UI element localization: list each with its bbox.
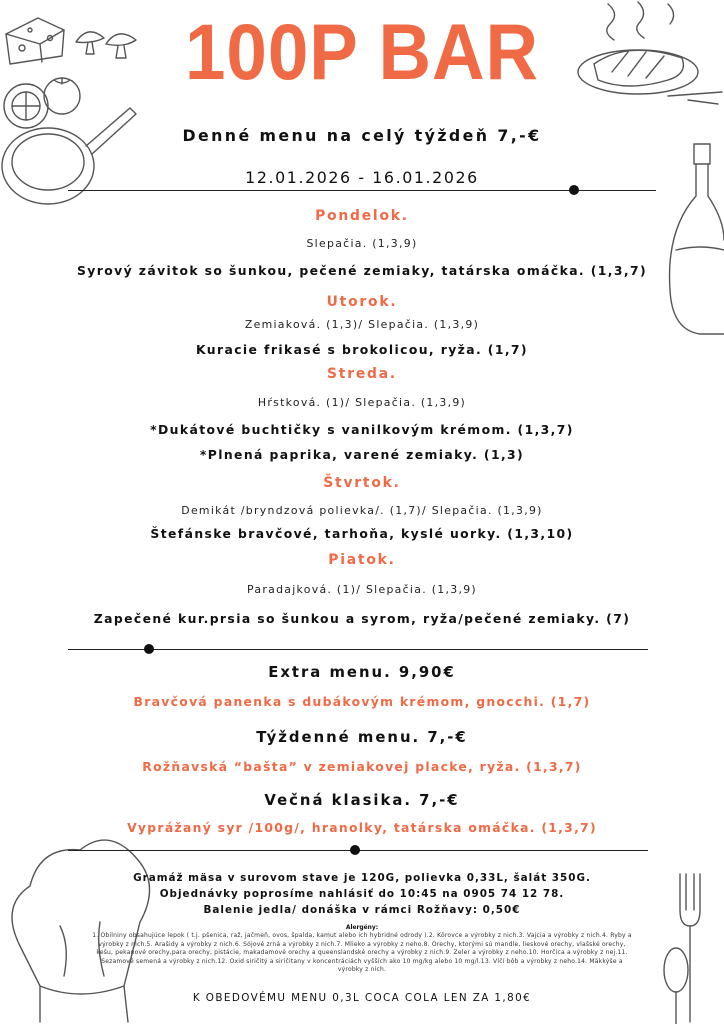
divider-top <box>68 190 656 191</box>
menu-dates: 12.01.2026 - 16.01.2026 <box>245 168 479 187</box>
main-tuesday-1: Kuracie frikasé s brokolicou, ryža. (1,7) <box>196 343 528 357</box>
coca-cola-offer: K OBEDOVÉMU MENU 0,3L COCA COLA LEN ZA 1,80€ <box>192 992 532 1004</box>
soup-monday: Slepačia. (1,3,9) <box>306 237 418 250</box>
weekly-menu-subtitle: Denné menu na celý týždeň 7,-€ <box>182 126 542 145</box>
allergens-text: 1. Obilniny obsahujúce lepok ( t.j. pšenica, raž, jačmeň, ovos, špalda, kamut alebo ich hybridné odrody ).2. Kôrovce a výrobky z nich.3. Vajcia a výrobky z nich.4. Ryby a výrobky z nich.5. Arašidy a výrobky z nich.6. Sójové zrná a výrobky z nich.7. Mlieko a výrobky z neho.8. Orechy, ktorými sú mandle, lieskové orechy, vlašské orechy, kešu, pekanové orechy,para orechy, pistácie, makadamové orechy a queenslandské orechy a výrobky z nich.9. Zeler a výrobky z neho.10. Horčica a výrobky z nej.11. Sezamové semená a výrobky z nich.12. Oxid siričitý a siričitany v koncentráciách vyšších ako 10 mg/kg alebo 10 mg/l.13. Vlčí bôb a výrobky z neho.14. Mäkkýše a výrobky z nich. <box>92 932 632 974</box>
divider-middle <box>68 649 648 650</box>
divider-bottom-dot <box>350 845 360 855</box>
extra-menu-dish: Bravčová panenka s dubákovým krémom, gnocchi. (1,7) <box>133 695 591 709</box>
soup-wednesday: Hŕstková. (1)/ Slepačia. (1,3,9) <box>257 396 467 409</box>
allergens-title: Alergény: <box>345 924 379 931</box>
main-friday-1: Zapečené kur.prsia so šunkou a syrom, ryža/pečené zemiaky. (7) <box>93 612 631 626</box>
soup-tuesday: Zemiaková. (1,3)/ Slepačia. (1,3,9) <box>244 318 480 331</box>
info-line-1: Gramáž mäsa v surovom stave je 120G, polievka 0,33L, šalát 350G. <box>133 872 591 884</box>
classic-menu-dish: Vyprážaný syr /100g/, hranolky, tatárska omáčka. (1,3,7) <box>127 821 597 835</box>
day-wednesday: Streda. <box>327 366 397 382</box>
soup-friday: Paradajková. (1)/ Slepačia. (1,3,9) <box>247 583 477 596</box>
info-line-2: Objednávky poprosíme nahlásiť do 10:45 na 0905 74 12 78. <box>159 888 565 900</box>
day-monday: Pondelok. <box>315 208 409 224</box>
info-line-3: Balenie jedla/ donáška v rámci Rožňavy: 0,50€ <box>203 904 521 916</box>
page-title: 100P BAR <box>185 7 539 96</box>
main-monday-1: Syrový závitok so šunkou, pečené zemiaky, tatárska omáčka. (1,3,7) <box>76 264 648 278</box>
day-friday: Piatok. <box>328 552 396 568</box>
extra-menu-heading: Extra menu. 9,90€ <box>268 664 456 681</box>
main-wednesday-2: *Plnená paprika, varené zemiaky. (1,3) <box>199 448 525 462</box>
weekly-menu-dish: Rožňavská “bašta” v zemiakovej placke, ryža. (1,3,7) <box>142 760 582 774</box>
main-wednesday-1: *Dukátové buchtičky s vanilkovým krémom. (1,3,7) <box>150 423 574 437</box>
day-tuesday: Utorok. <box>326 294 398 310</box>
soup-thursday: Demikát /bryndzová polievka/. (1,7)/ Slepačia. (1,3,9) <box>181 504 543 517</box>
weekly-menu-heading: Týždenné menu. 7,-€ <box>256 729 468 746</box>
day-thursday: Štvrtok. <box>323 475 401 491</box>
classic-menu-heading: Večná klasika. 7,-€ <box>264 792 460 809</box>
divider-middle-dot <box>144 644 154 654</box>
main-thursday-1: Štefánske bravčové, tarhoňa, kyslé uorky. (1,3,10) <box>150 527 574 541</box>
divider-top-dot <box>569 185 579 195</box>
frying-pan-sketch <box>0 100 140 220</box>
